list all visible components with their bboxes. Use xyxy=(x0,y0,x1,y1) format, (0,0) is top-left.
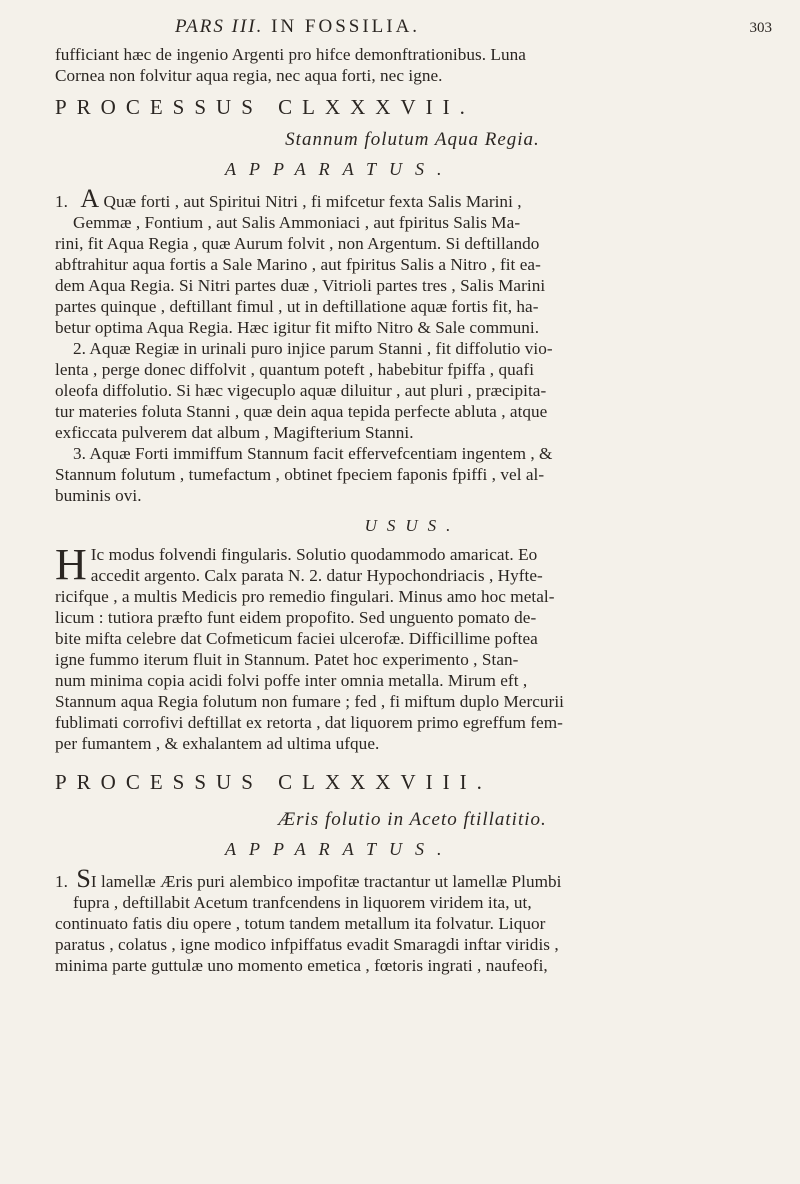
text-line: Stannum aqua Regia folutum non fumare ; fed , fi miftum duplo Mercurii xyxy=(55,692,564,711)
apparatus-paragraph-188-1 xyxy=(55,864,770,976)
process-heading-187: PROCESSUS CLXXXVII. xyxy=(55,95,475,119)
intro-paragraph xyxy=(55,44,770,86)
text-line: fupra , deftillabit Acetum tranfcendens in liquorem viridem ita, ut, xyxy=(73,893,532,912)
text-line: exficcata pulverem dat album , Magifterium Stanni. xyxy=(55,423,414,442)
text-line: Stannum folutum , tumefactum , obtinet fpeciem faponis fpiffi , vel al- xyxy=(55,465,545,484)
apparatus-paragraph-1 xyxy=(55,184,770,338)
drop-cap: S xyxy=(76,864,91,893)
text-line: Cornea non folvitur aqua regia, nec aqua forti, nec igne. xyxy=(55,66,443,85)
text-line: abftrahitur aqua fortis a Sale Marino , aut fpiritus Salis a Nitro , fit ea- xyxy=(55,255,541,274)
drop-cap: H xyxy=(55,540,87,589)
process-subject-187: Stannum folutum Aqua Regia. xyxy=(285,129,540,150)
text-line: lenta , perge donec diffolvit , quantum poteft , habebitur fpiffa , quafi xyxy=(55,360,535,379)
page-number: 303 xyxy=(749,20,772,36)
text-line: Gemmæ , Fontium , aut Salis Ammoniaci , aut fpiritus Salis Ma- xyxy=(73,213,521,232)
paragraph-number: 1. xyxy=(55,192,68,211)
text-line: per fumantem , & exhalantem ad ultima ufque. xyxy=(55,734,380,753)
book-page xyxy=(55,14,770,976)
text-line: minima parte guttulæ uno momento emetica , fœtoris ingrati , naufeofi, xyxy=(55,956,548,975)
apparatus-paragraph-3 xyxy=(55,443,770,506)
text-line: partes quinque , deftillant fimul , ut in deftillatione aquæ fortis fit, ha- xyxy=(55,297,539,316)
text-line: num minima copia acidi folvi poffe inter omnia metalla. Mirum eft , xyxy=(55,671,528,690)
text-line: 3. Aquæ Forti immiffum Stannum facit effervefcentiam ingentem , & xyxy=(73,444,553,463)
paragraph-number: 1. xyxy=(55,872,68,891)
text-line: betur optima Aqua Regia. Hæc igitur fit mifto Nitro & Sale communi. xyxy=(55,318,540,337)
running-head-title xyxy=(175,16,420,38)
apparatus-paragraph-2 xyxy=(55,338,770,443)
drop-cap: A xyxy=(80,184,100,213)
text-line xyxy=(55,184,770,213)
text-line: ricifque , a multis Medicis pro remedio fingulari. Minus amo hoc metal- xyxy=(55,587,555,606)
text-line: licum : tutiora præfto funt eidem propofito. Sed unguento pomato de- xyxy=(55,608,537,627)
running-head-part: PARS III. xyxy=(175,16,264,37)
apparatus-title-188: APPARATUS. xyxy=(225,839,455,859)
process-subject-188: Æris folutio in Aceto ftillatitio. xyxy=(278,809,547,830)
text-line: tur materies foluta Stanni , quæ dein aqua tepida perfecte abluta , atque xyxy=(55,402,548,421)
running-head xyxy=(55,14,770,44)
running-head-subject: IN FOSSILIA. xyxy=(263,16,421,37)
text-line: paratus , colatus , igne modico infpiffatus evadit Smaragdi inftar viridis , xyxy=(55,935,559,954)
usus-title: USUS. xyxy=(364,516,461,535)
text-line: fublimati corrofivi deftillat ex retorta , dat liquorem primo egreffum fem- xyxy=(55,713,563,732)
text-line: Ic modus folvendi fingularis. Solutio quodammodo amaricat. Eo xyxy=(90,545,538,564)
text-line: accedit argento. Calx parata N. 2. datur Hypochondriacis , Hyfte- xyxy=(90,566,543,585)
usus-paragraph xyxy=(55,540,770,754)
text-line: continuato fatis diu opere , totum tandem metallum ita folvatur. Liquor xyxy=(55,914,546,933)
text-line: buminis ovi. xyxy=(55,486,142,505)
text-line: oleofa diffolutio. Si hæc vigecuplo aquæ diluitur , aut pluri , præcipita- xyxy=(55,381,547,400)
text-line: igne fummo iterum fluit in Stannum. Patet hoc experimento , Stan- xyxy=(55,650,519,669)
text-line: rini, fit Aqua Regia , quæ Aurum folvit , non Argentum. Si deftillando xyxy=(55,234,540,253)
text-fragment: I lamellæ Æris puri alembico impofitæ tractantur ut lamellæ Plumbi xyxy=(90,872,562,891)
text-fragment: Quæ forti , aut Spiritui Nitri , fi mifcetur fexta Salis Marini , xyxy=(99,192,522,211)
text-line: 2. Aquæ Regiæ in urinali puro injice parum Stanni , fit diffolutio vio- xyxy=(73,339,553,358)
text-line xyxy=(55,864,770,893)
text-line: dem Aqua Regia. Si Nitri partes duæ , Vitrioli partes tres , Salis Marini xyxy=(55,276,546,295)
apparatus-title-187: APPARATUS. xyxy=(225,159,455,179)
process-heading-188: PROCESSUS CLXXXVIII. xyxy=(55,770,492,794)
text-line: bite mifta celebre dat Cofmeticum faciei ulcerofæ. Difficillime poftea xyxy=(55,629,538,648)
text-line: fufficiant hæc de ingenio Argenti pro hifce demonftrationibus. Luna xyxy=(55,45,526,64)
